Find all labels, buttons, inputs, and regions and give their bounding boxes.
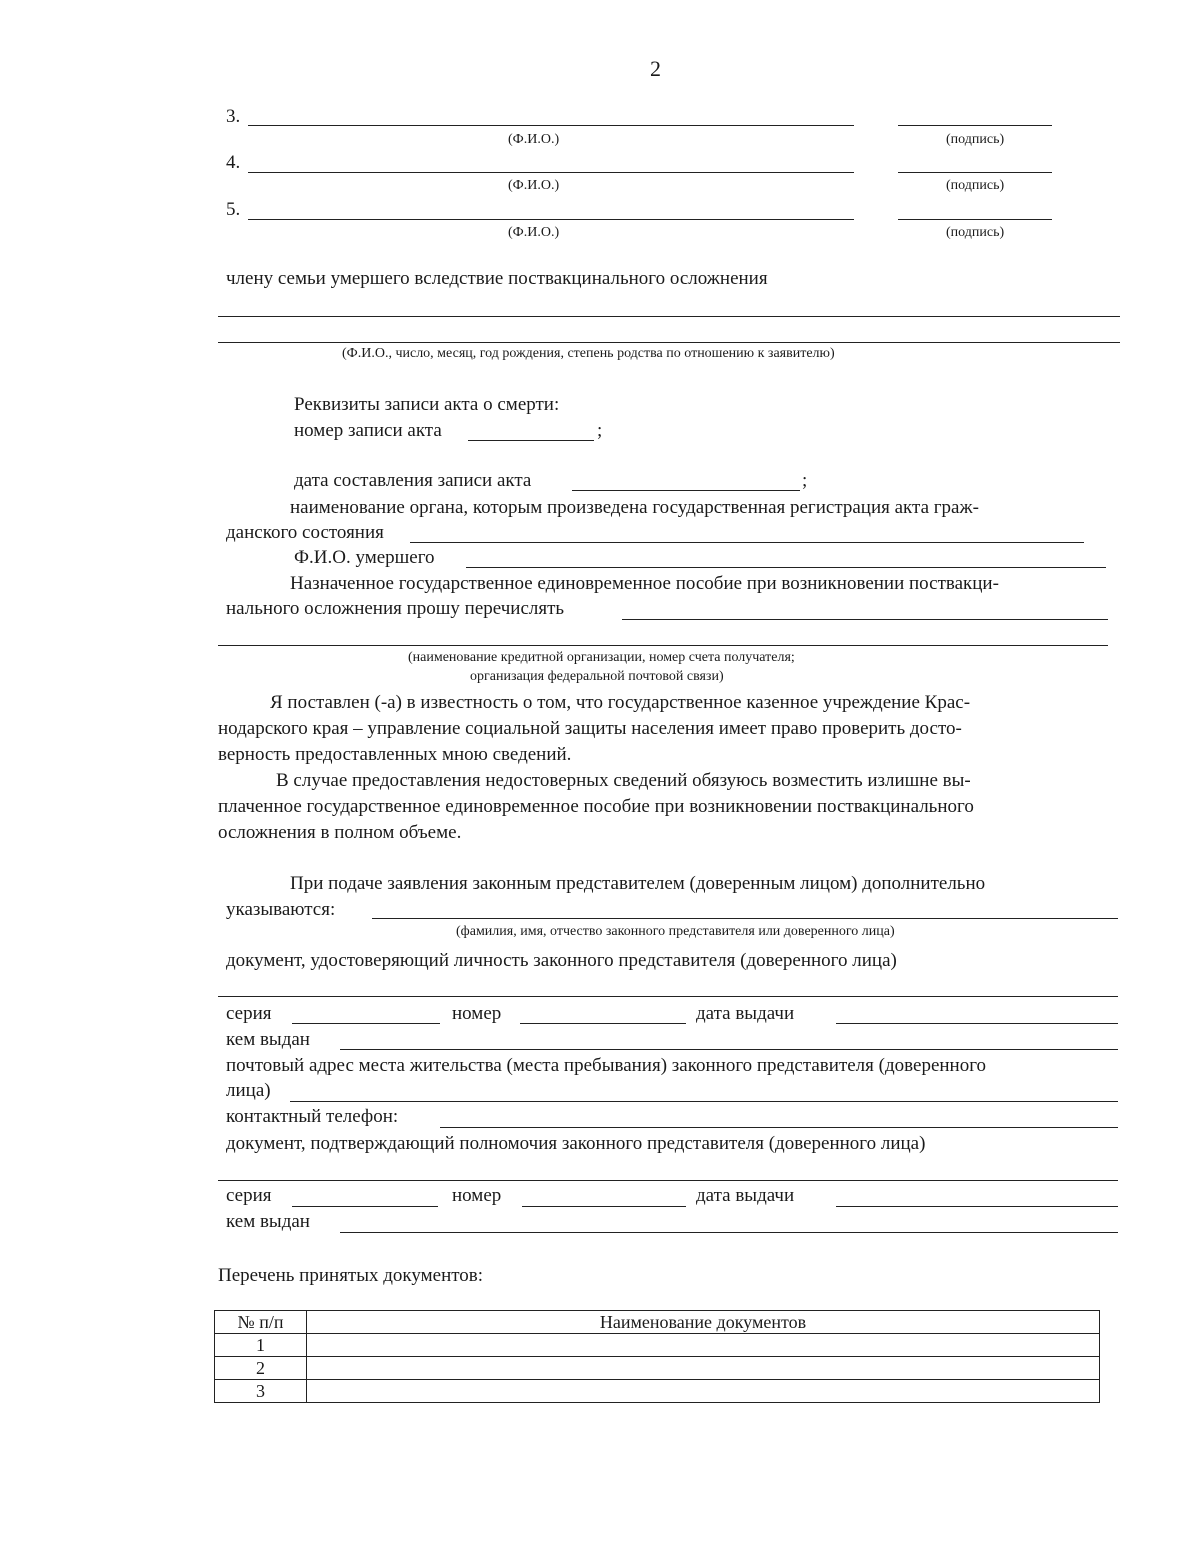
table-row xyxy=(215,1334,1100,1357)
record-date-field[interactable] xyxy=(572,490,800,491)
family-member-field[interactable] xyxy=(218,316,1120,317)
table-row xyxy=(215,1380,1100,1403)
row-number: 3 xyxy=(215,1380,307,1403)
family-member-label: члену семьи умершего вследствие поствакцинального осложнения xyxy=(226,268,768,289)
authority-document-field[interactable] xyxy=(218,1180,1118,1181)
deceased-name-label: Ф.И.О. умершего xyxy=(294,547,435,568)
series-field[interactable] xyxy=(292,1206,438,1207)
series-label: серия xyxy=(226,1185,272,1206)
issue-date-label: дата выдачи xyxy=(696,1185,795,1206)
deceased-name-field[interactable] xyxy=(466,567,1106,568)
document-name-cell[interactable] xyxy=(307,1334,1100,1357)
registration-organ-field[interactable] xyxy=(410,542,1084,543)
registration-organ-label: наименование органа, которым произведена государственная регистрация акта граж- xyxy=(290,497,979,518)
registration-organ-label-cont: данского состояния xyxy=(226,522,384,543)
issued-by-label: кем выдан xyxy=(226,1029,310,1050)
record-date-label: дата составления записи акта xyxy=(294,470,532,491)
signature-field[interactable] xyxy=(898,125,1052,126)
representative-intro-cont: указываются: xyxy=(226,899,336,920)
signer-number: 4. xyxy=(226,152,241,173)
family-member-caption: (Ф.И.О., число, месяц, год рождения, степень родства по отношению к заявителю) xyxy=(342,346,835,361)
bank-details-field[interactable] xyxy=(622,619,1108,620)
phone-field[interactable] xyxy=(440,1127,1118,1128)
documents-list-title: Перечень принятых документов: xyxy=(218,1265,484,1286)
fio-field[interactable] xyxy=(248,172,854,173)
issued-by-field[interactable] xyxy=(340,1232,1118,1233)
fio-caption: (Ф.И.О.) xyxy=(508,225,560,240)
signer-number: 3. xyxy=(226,106,241,127)
series-label: серия xyxy=(226,1003,272,1024)
semicolon: ; xyxy=(597,420,603,441)
issue-date-label: дата выдачи xyxy=(696,1003,795,1024)
signature-caption: (подпись) xyxy=(946,225,1005,240)
signature-caption: (подпись) xyxy=(946,132,1005,147)
column-header-number: № п/п xyxy=(215,1311,307,1334)
record-number-label: номер записи акта xyxy=(294,420,442,441)
issued-by-label: кем выдан xyxy=(226,1211,310,1232)
document-name-cell[interactable] xyxy=(307,1380,1100,1403)
address-label-cont: лица) xyxy=(226,1080,271,1101)
authority-document-label: документ, подтверждающий полномочия законного представителя (доверенного лица) xyxy=(226,1133,926,1154)
issue-date-field[interactable] xyxy=(836,1023,1118,1024)
obligation-text: осложнения в полном объеме. xyxy=(218,822,462,843)
notice-text: нодарского края – управление социальной защиты населения имеет право проверить досто- xyxy=(218,718,962,739)
number-field[interactable] xyxy=(522,1206,686,1207)
death-record-title: Реквизиты записи акта о смерти: xyxy=(294,394,560,415)
notice-text: Я поставлен (-а) в известность о том, что государственное казенное учреждение Крас- xyxy=(270,692,971,713)
family-member-field-2[interactable] xyxy=(218,342,1120,343)
id-document-field[interactable] xyxy=(218,996,1118,997)
bank-details-caption: (наименование кредитной организации, номер счета получателя; xyxy=(408,650,795,665)
fio-field[interactable] xyxy=(248,219,854,220)
number-field[interactable] xyxy=(520,1023,686,1024)
transfer-text: Назначенное государственное единовременное пособие при возникновении поствакци- xyxy=(290,573,999,594)
documents-table xyxy=(214,1310,1100,1403)
bank-details-field-2[interactable] xyxy=(218,645,1108,646)
id-document-label: документ, удостоверяющий личность законного представителя (доверенного лица) xyxy=(226,950,897,971)
fio-caption: (Ф.И.О.) xyxy=(508,178,560,193)
number-label: номер xyxy=(452,1185,502,1206)
transfer-text-cont: нального осложнения прошу перечислять xyxy=(226,598,565,619)
representative-name-field[interactable] xyxy=(372,918,1118,919)
notice-text: верность предоставленных мною сведений. xyxy=(218,744,572,765)
representative-intro: При подаче заявления законным представителем (доверенным лицом) дополнительно xyxy=(290,873,986,894)
signer-number: 5. xyxy=(226,199,241,220)
series-field[interactable] xyxy=(292,1023,440,1024)
obligation-text: В случае предоставления недостоверных сведений обязуюсь возместить излишне вы- xyxy=(276,770,971,791)
address-label: почтовый адрес места жительства (места пребывания) законного представителя (доверенного xyxy=(226,1055,987,1076)
semicolon: ; xyxy=(802,470,808,491)
document-name-cell[interactable] xyxy=(307,1357,1100,1380)
signature-field[interactable] xyxy=(898,219,1052,220)
bank-details-caption-2: организация федеральной почтовой связи) xyxy=(470,669,724,684)
number-label: номер xyxy=(452,1003,502,1024)
table-header-row xyxy=(215,1311,1100,1334)
phone-label: контактный телефон: xyxy=(226,1106,399,1127)
fio-field[interactable] xyxy=(248,125,854,126)
table-row xyxy=(215,1357,1100,1380)
record-number-field[interactable] xyxy=(468,440,594,441)
issued-by-field[interactable] xyxy=(340,1049,1118,1050)
signature-field[interactable] xyxy=(898,172,1052,173)
address-field[interactable] xyxy=(290,1101,1118,1102)
row-number: 1 xyxy=(215,1334,307,1357)
issue-date-field[interactable] xyxy=(836,1206,1118,1207)
page-number: 2 xyxy=(650,56,661,81)
fio-caption: (Ф.И.О.) xyxy=(508,132,560,147)
row-number: 2 xyxy=(215,1357,307,1380)
column-header-name: Наименование документов xyxy=(307,1311,1100,1334)
representative-name-caption: (фамилия, имя, отчество законного представителя или доверенного лица) xyxy=(456,924,895,939)
obligation-text: плаченное государственное единовременное пособие при возникновении поствакцинального xyxy=(218,796,974,817)
signature-caption: (подпись) xyxy=(946,178,1005,193)
